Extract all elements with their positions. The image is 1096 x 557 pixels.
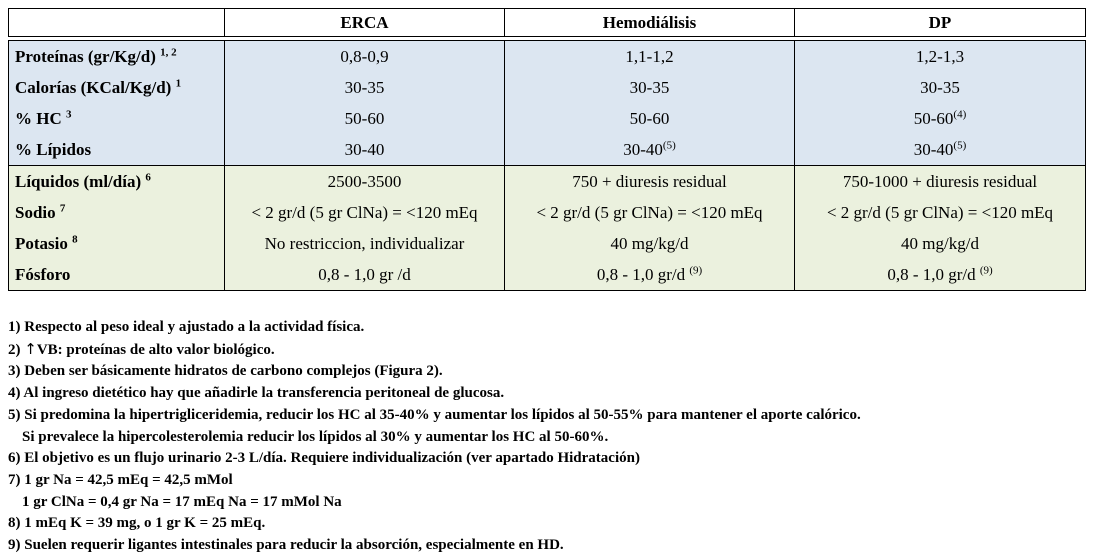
table-cell: 2500-3500 <box>225 166 505 198</box>
footnote-ref: 3 <box>66 107 72 120</box>
footnote-line: 3) Deben ser básicamente hidratos de carbono complejos (Figura 2). <box>8 363 443 380</box>
nutrition-table <box>8 8 1086 291</box>
row-label: Calorías (KCal/Kg/d) $^1$ <box>9 72 225 103</box>
row-label: Proteínas (gr/Kg/d) $^{1, 2}$ <box>9 41 225 73</box>
footnote-ref: 1, 2 <box>160 45 177 58</box>
footnote-line: 2) ↑VB: proteínas de alto valor biológico. <box>8 339 275 358</box>
table-cell: No restriccion, individualizar <box>225 228 505 259</box>
table-cell: 50-60$^{(4)}$ <box>795 103 1086 134</box>
row-label: Potasio $^8$ <box>9 228 225 259</box>
table-cell: 1,1-1,2 <box>505 41 795 73</box>
table-cell: 0,8-0,9 <box>225 41 505 73</box>
table-cell: 30-40$^{(5)}$ <box>795 134 1086 166</box>
table-row <box>9 134 1086 166</box>
header-blank <box>9 9 225 37</box>
table-row <box>9 259 1086 291</box>
table-row <box>9 41 1086 73</box>
table-cell: 50-60 <box>505 103 795 134</box>
footnote-line: 5) Si predomina la hipertrigliceridemia, reducir los HC al 35-40% y aumentar los lípidos al 50-55% para mantener el aporte calórico. <box>8 406 861 423</box>
row-label: Líquidos (ml/día) $^6$ <box>9 166 225 198</box>
footnote-ref: 6 <box>145 170 151 183</box>
footnote-ref: (5) <box>953 138 967 151</box>
footnote-ref: (4) <box>953 107 967 120</box>
table-cell: 40 mg/kg/d <box>505 228 795 259</box>
table-cell: 30-40$^{(5)}$ <box>505 134 795 166</box>
column-header: DP <box>795 9 1086 37</box>
table-cell: 50-60 <box>225 103 505 134</box>
table-cell: 30-35 <box>795 72 1086 103</box>
footnotes <box>8 317 1088 557</box>
footnote-ref: (9) <box>979 263 993 276</box>
column-header: Hemodiálisis <box>505 9 795 37</box>
table-row <box>9 72 1086 103</box>
row-label: Sodio $^7$ <box>9 197 225 228</box>
footnote-ref: 8 <box>72 232 78 245</box>
up-arrow-icon: ↑ <box>24 339 37 358</box>
table-cell: < 2 gr/d (5 gr ClNa) = <120 mEq <box>225 197 505 228</box>
footnote-line: 1) Respecto al peso ideal y ajustado a la actividad física. <box>8 319 365 335</box>
footnote-line: 9) Suelen requerir ligantes intestinales para reducir la absorción, especialmente en HD. <box>8 537 564 554</box>
table-cell: 1,2-1,3 <box>795 41 1086 73</box>
row-label: % Lípidos <box>9 134 225 166</box>
footnote-ref: 1 <box>175 76 182 89</box>
footnote-line: 1 gr ClNa = 0,4 gr Na = 17 mEq Na = 17 mMol Na <box>22 493 342 510</box>
table-cell: 30-35 <box>505 72 795 103</box>
footnote-ref: (9) <box>689 263 703 276</box>
footnote-line: 4) Al ingreso dietético hay que añadirle la transferencia peritoneal de glucosa. <box>8 385 505 402</box>
table-cell: 750-1000 + diuresis residual <box>795 166 1086 198</box>
table-cell: < 2 gr/d (5 gr ClNa) = <120 mEq <box>795 197 1086 228</box>
footnote-line: 8) 1 mEq K = 39 mg, o 1 gr K = 25 mEq. <box>8 515 266 532</box>
table-row <box>9 166 1086 198</box>
table-cell: 40 mg/kg/d <box>795 228 1086 259</box>
footnote-ref: 7 <box>59 201 66 214</box>
footnote-line: 6) El objetivo es un flujo urinario 2-3 L/día. Requiere individualización (ver apartado Hidratación) <box>8 450 640 467</box>
table-cell: < 2 gr/d (5 gr ClNa) = <120 mEq <box>505 197 795 228</box>
table-row <box>9 197 1086 228</box>
table-cell: 750 + diuresis residual <box>505 166 795 198</box>
table-cell: 30-40 <box>225 134 505 166</box>
table-row <box>9 103 1086 134</box>
row-label: Fósforo <box>9 259 225 291</box>
footnote-line: 7) 1 gr Na = 42,5 mEq = 42,5 mMol <box>8 471 233 488</box>
header-row <box>9 9 1086 37</box>
row-label: % HC $^3$ <box>9 103 225 134</box>
table-row <box>9 228 1086 259</box>
footnote-line: Si prevalece la hipercolesterolemia reducir los lípidos al 30% y aumentar los HC al 50-60%. <box>22 428 609 445</box>
table-cell: 30-35 <box>225 72 505 103</box>
column-header: ERCA <box>225 9 505 37</box>
table-cell: 0,8 - 1,0 gr/d $^{(9)}$ <box>505 259 795 291</box>
table-cell: 0,8 - 1,0 gr /d <box>225 259 505 291</box>
footnote-ref: (5) <box>662 138 676 151</box>
table-cell: 0,8 - 1,0 gr/d $^{(9)}$ <box>795 259 1086 291</box>
